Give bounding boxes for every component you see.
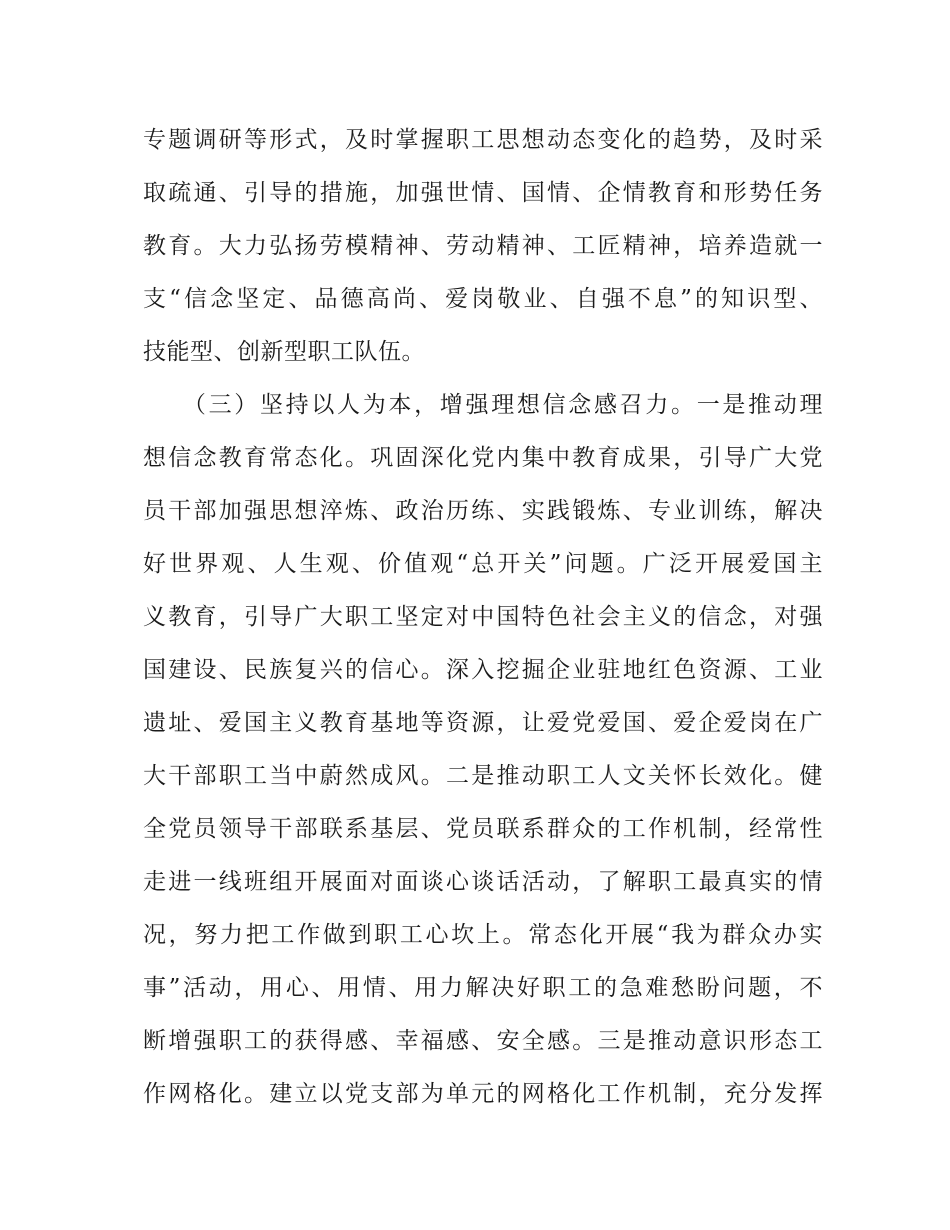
paragraph-1 [143, 114, 823, 379]
paragraph-line: 员干部加强思想淬炼、政治历练、实践锻炼、专业训练，解决 [143, 498, 823, 524]
paragraph-line: 断增强职工的获得感、幸福感、安全感。三是推动意识形态工 [143, 1028, 823, 1054]
paragraph-line: 国建设、民族复兴的信心。深入挖掘企业驻地红色资源、工业 [143, 657, 823, 683]
paragraph-line: 教育。大力弘扬劳模精神、劳动精神、工匠精神，培养造就一 [143, 233, 823, 259]
paragraph-line: 况，努力把工作做到职工心坎上。常态化开展“我为群众办实 [143, 922, 823, 948]
paragraph-line: 事”活动，用心、用情、用力解决好职工的急难愁盼问题，不 [143, 975, 823, 1001]
paragraph-line: 技能型、创新型职工队伍。 [143, 339, 425, 365]
paragraph-line: 想信念教育常态化。巩固深化党内集中教育成果，引导广大党 [143, 445, 823, 471]
paragraph-line: 全党员领导干部联系基层、党员联系群众的工作机制，经常性 [143, 816, 823, 842]
paragraph-line: 专题调研等形式，及时掌握职工思想动态变化的趋势，及时采 [143, 127, 823, 153]
paragraph-line: 义教育，引导广大职工坚定对中国特色社会主义的信念，对强 [143, 604, 823, 630]
paragraph-line: 走进一线班组开展面对面谈心谈话活动，了解职工最真实的情 [143, 869, 823, 895]
paragraph-line: （三）坚持以人为本，增强理想信念感召力。一是推动理 [143, 392, 823, 418]
paragraph-line: 支“信念坚定、品德高尚、爱岗敬业、自强不息”的知识型、 [143, 286, 823, 312]
paragraph-2 [143, 379, 823, 1121]
paragraph-line: 取疏通、引导的措施，加强世情、国情、企情教育和形势任务 [143, 180, 823, 206]
paragraph-line: 好世界观、人生观、价值观“总开关”问题。广泛开展爱国主 [143, 551, 823, 577]
paragraph-line: 遗址、爱国主义教育基地等资源，让爱党爱国、爱企爱岗在广 [143, 710, 823, 736]
paragraph-line: 大干部职工当中蔚然成风。二是推动职工人文关怀长效化。健 [143, 763, 823, 789]
paragraph-line: 作网格化。建立以党支部为单元的网格化工作机制，充分发挥 [143, 1081, 823, 1107]
